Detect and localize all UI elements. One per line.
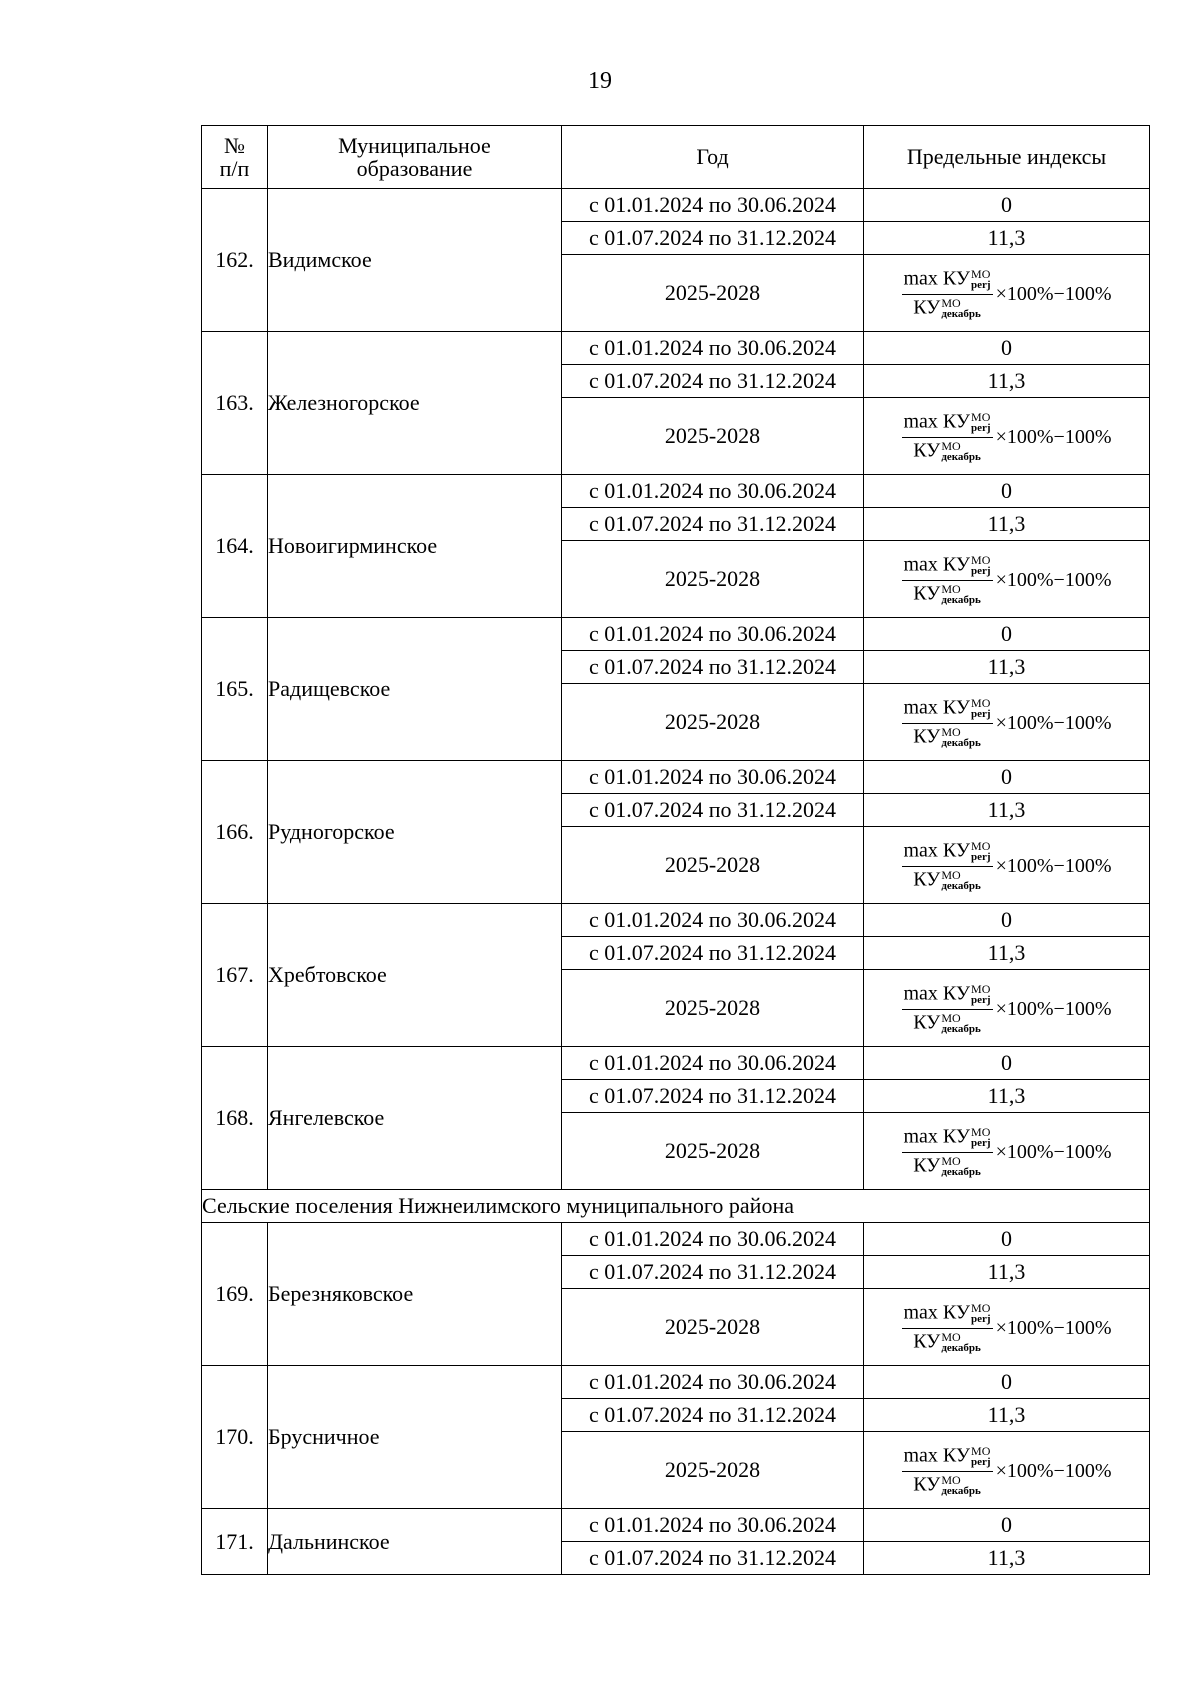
index-value: 11,3	[864, 1080, 1150, 1113]
formula-numerator: max КУ МО perj	[902, 1126, 993, 1153]
table-row	[202, 618, 1150, 651]
index-value: 0	[864, 1047, 1150, 1080]
period-cell: 2025-2028	[562, 541, 864, 618]
formula-denominator: КУ МО декабрь	[913, 1329, 981, 1355]
table-row	[202, 1223, 1150, 1256]
period-cell: 2025-2028	[562, 1432, 864, 1509]
period-cell: с 01.07.2024 по 31.12.2024	[562, 508, 864, 541]
formula-numerator: max КУ МО perj	[902, 1302, 993, 1329]
formula-numerator: max КУ МО perj	[902, 554, 993, 581]
period-cell: с 01.07.2024 по 31.12.2024	[562, 1080, 864, 1113]
formula-suffix: ×100%−100%	[995, 282, 1112, 305]
period-cell: с 01.01.2024 по 30.06.2024	[562, 475, 864, 508]
index-formula	[902, 1126, 1112, 1179]
formula-fraction	[902, 1302, 993, 1355]
formula-suffix: ×100%−100%	[995, 1316, 1112, 1339]
period-cell: с 01.07.2024 по 31.12.2024	[562, 1256, 864, 1289]
table-header	[202, 126, 1150, 189]
table-row	[202, 904, 1150, 937]
period-cell: 2025-2028	[562, 255, 864, 332]
period-cell: с 01.07.2024 по 31.12.2024	[562, 222, 864, 255]
index-formula-cell	[864, 541, 1150, 618]
formula-denominator: КУ МО декабрь	[913, 581, 981, 607]
index-value: 11,3	[864, 1542, 1150, 1575]
index-formula	[902, 268, 1112, 321]
index-value: 11,3	[864, 651, 1150, 684]
table-row	[202, 1509, 1150, 1542]
formula-numerator: max КУ МО perj	[902, 1445, 993, 1472]
period-cell: с 01.07.2024 по 31.12.2024	[562, 365, 864, 398]
row-number: 167.	[202, 904, 268, 1047]
table-row	[202, 1366, 1150, 1399]
index-formula	[902, 983, 1112, 1036]
period-cell: с 01.01.2024 по 30.06.2024	[562, 1223, 864, 1256]
period-cell: с 01.01.2024 по 30.06.2024	[562, 189, 864, 222]
index-formula-cell	[864, 255, 1150, 332]
formula-fraction	[902, 554, 993, 607]
formula-fraction	[902, 268, 993, 321]
period-cell: с 01.07.2024 по 31.12.2024	[562, 937, 864, 970]
period-cell: с 01.01.2024 по 30.06.2024	[562, 1509, 864, 1542]
municipality-name: Новоигирминское	[268, 475, 562, 618]
row-number: 168.	[202, 1047, 268, 1190]
municipality-name: Железногорское	[268, 332, 562, 475]
period-cell: с 01.07.2024 по 31.12.2024	[562, 651, 864, 684]
period-cell: с 01.01.2024 по 30.06.2024	[562, 618, 864, 651]
page-number: 19	[588, 68, 612, 94]
formula-fraction	[902, 983, 993, 1036]
table-row	[202, 1047, 1150, 1080]
index-value: 0	[864, 1509, 1150, 1542]
table-body	[202, 189, 1150, 1575]
index-value: 11,3	[864, 794, 1150, 827]
period-cell: 2025-2028	[562, 970, 864, 1047]
header-indices: Предельные индексы	[864, 126, 1150, 189]
period-cell: с 01.01.2024 по 30.06.2024	[562, 904, 864, 937]
index-value: 11,3	[864, 1399, 1150, 1432]
index-value: 0	[864, 904, 1150, 937]
formula-denominator: КУ МО декабрь	[913, 295, 981, 321]
index-value: 11,3	[864, 1256, 1150, 1289]
municipality-name: Радищевское	[268, 618, 562, 761]
formula-fraction	[902, 1445, 993, 1498]
formula-numerator: max КУ МО perj	[902, 697, 993, 724]
index-value: 11,3	[864, 508, 1150, 541]
index-value: 0	[864, 1223, 1150, 1256]
municipality-name: Рудногорское	[268, 761, 562, 904]
municipality-name: Березняковское	[268, 1223, 562, 1366]
index-value: 11,3	[864, 937, 1150, 970]
index-formula-cell	[864, 398, 1150, 475]
index-formula	[902, 411, 1112, 464]
period-cell: с 01.01.2024 по 30.06.2024	[562, 332, 864, 365]
index-formula	[902, 554, 1112, 607]
index-value: 0	[864, 189, 1150, 222]
table-row	[202, 761, 1150, 794]
municipality-name: Видимское	[268, 189, 562, 332]
formula-denominator: КУ МО декабрь	[913, 724, 981, 750]
header-municipality: Муниципальное образование	[268, 126, 562, 189]
row-number: 169.	[202, 1223, 268, 1366]
municipality-name: Хребтовское	[268, 904, 562, 1047]
formula-denominator: КУ МО декабрь	[913, 867, 981, 893]
formula-denominator: КУ МО декабрь	[913, 438, 981, 464]
formula-fraction	[902, 1126, 993, 1179]
formula-suffix: ×100%−100%	[995, 425, 1112, 448]
formula-numerator: max КУ МО perj	[902, 840, 993, 867]
table-row	[202, 475, 1150, 508]
period-cell: с 01.07.2024 по 31.12.2024	[562, 1399, 864, 1432]
index-formula	[902, 1302, 1112, 1355]
formula-suffix: ×100%−100%	[995, 997, 1112, 1020]
formula-suffix: ×100%−100%	[995, 1140, 1112, 1163]
municipality-name: Дальнинское	[268, 1509, 562, 1575]
index-formula-cell	[864, 1432, 1150, 1509]
period-cell: с 01.01.2024 по 30.06.2024	[562, 1366, 864, 1399]
table-row	[202, 332, 1150, 365]
row-number: 164.	[202, 475, 268, 618]
formula-suffix: ×100%−100%	[995, 568, 1112, 591]
index-value: 11,3	[864, 365, 1150, 398]
row-number: 171.	[202, 1509, 268, 1575]
period-cell: 2025-2028	[562, 1289, 864, 1366]
formula-fraction	[902, 840, 993, 893]
index-value: 0	[864, 475, 1150, 508]
formula-fraction	[902, 411, 993, 464]
period-cell: 2025-2028	[562, 684, 864, 761]
formula-fraction	[902, 697, 993, 750]
formula-denominator: КУ МО декабрь	[913, 1010, 981, 1036]
row-number: 162.	[202, 189, 268, 332]
formula-suffix: ×100%−100%	[995, 711, 1112, 734]
index-formula-cell	[864, 684, 1150, 761]
index-formula-cell	[864, 970, 1150, 1047]
municipality-name: Янгелевское	[268, 1047, 562, 1190]
period-cell: 2025-2028	[562, 827, 864, 904]
formula-suffix: ×100%−100%	[995, 854, 1112, 877]
period-cell: с 01.07.2024 по 31.12.2024	[562, 1542, 864, 1575]
period-cell: с 01.01.2024 по 30.06.2024	[562, 761, 864, 794]
index-formula-cell	[864, 827, 1150, 904]
header-year: Год	[562, 126, 864, 189]
section-title: Сельские поселения Нижнеилимского муниципального района	[202, 1190, 1150, 1223]
row-number: 165.	[202, 618, 268, 761]
formula-denominator: КУ МО декабрь	[913, 1472, 981, 1498]
index-formula	[902, 840, 1112, 893]
index-formula	[902, 1445, 1112, 1498]
limits-table	[201, 125, 1150, 1575]
period-cell: 2025-2028	[562, 1113, 864, 1190]
formula-numerator: max КУ МО perj	[902, 268, 993, 295]
row-number: 166.	[202, 761, 268, 904]
formula-denominator: КУ МО декабрь	[913, 1153, 981, 1179]
period-cell: с 01.01.2024 по 30.06.2024	[562, 1047, 864, 1080]
formula-numerator: max КУ МО perj	[902, 983, 993, 1010]
row-number: 170.	[202, 1366, 268, 1509]
header-number: № п/п	[202, 126, 268, 189]
index-value: 0	[864, 1366, 1150, 1399]
index-value: 0	[864, 618, 1150, 651]
index-value: 0	[864, 761, 1150, 794]
index-formula	[902, 697, 1112, 750]
period-cell: 2025-2028	[562, 398, 864, 475]
period-cell: с 01.07.2024 по 31.12.2024	[562, 794, 864, 827]
row-number: 163.	[202, 332, 268, 475]
table-row	[202, 189, 1150, 222]
formula-suffix: ×100%−100%	[995, 1459, 1112, 1482]
municipality-name: Брусничное	[268, 1366, 562, 1509]
index-value: 11,3	[864, 222, 1150, 255]
index-formula-cell	[864, 1289, 1150, 1366]
index-value: 0	[864, 332, 1150, 365]
formula-numerator: max КУ МО perj	[902, 411, 993, 438]
index-formula-cell	[864, 1113, 1150, 1190]
section-row	[202, 1190, 1150, 1223]
